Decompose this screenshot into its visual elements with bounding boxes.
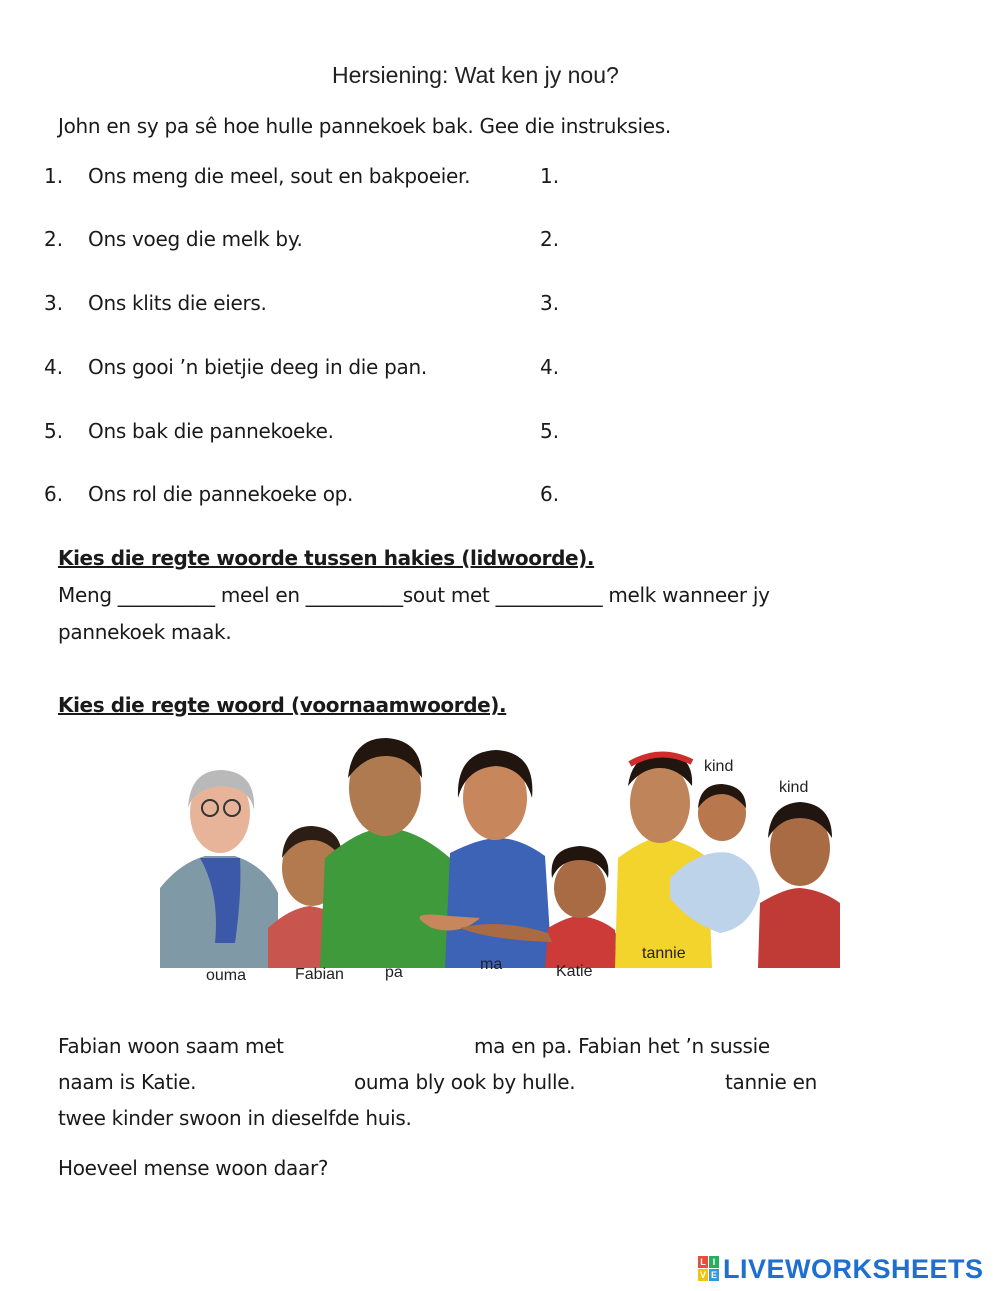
liveworksheets-logo: L I V E bbox=[699, 1257, 717, 1280]
step-number: 3. bbox=[44, 291, 64, 315]
step-number: 1. bbox=[44, 164, 64, 188]
answer-number: 1. bbox=[540, 164, 560, 188]
label-fabian: Fabian bbox=[295, 966, 344, 983]
family-illustration bbox=[160, 728, 840, 990]
articles-heading: Kies die regte woorde tussen hakies (lidwoorde). bbox=[58, 546, 595, 570]
answer-number: 5. bbox=[540, 419, 560, 443]
answer-number: 4. bbox=[540, 355, 560, 379]
step-number: 6. bbox=[44, 482, 64, 506]
label-kind-baby: kind bbox=[704, 758, 734, 775]
label-tannie: tannie bbox=[642, 945, 686, 962]
girl-figure bbox=[758, 802, 840, 968]
answer-number: 6. bbox=[540, 482, 560, 506]
paragraph-line3: twee kinder swoon in dieselfde huis. bbox=[58, 1106, 412, 1130]
articles-sentence-line1: Meng __________ meel en __________sout met ___________ melk wanneer jy bbox=[58, 583, 770, 607]
step-text: Ons meng die meel, sout en bakpoeier. bbox=[88, 164, 471, 188]
label-katie: Katie bbox=[556, 963, 593, 980]
pronouns-heading: Kies die regte woord (voornaamwoorde). bbox=[58, 693, 507, 717]
paragraph-line2-part1: naam is Katie. bbox=[58, 1070, 197, 1094]
step-number: 4. bbox=[44, 355, 64, 379]
step-text: Ons gooi ’n bietjie deeg in die pan. bbox=[88, 355, 427, 379]
step-number: 5. bbox=[44, 419, 64, 443]
pa-figure bbox=[320, 738, 455, 968]
intro-text: John en sy pa sê hoe hulle pannekoek bak. Gee die instruksies. bbox=[58, 114, 671, 138]
question-text: Hoeveel mense woon daar? bbox=[58, 1156, 329, 1180]
step-number: 2. bbox=[44, 227, 64, 251]
step-text: Ons voeg die melk by. bbox=[88, 227, 303, 251]
paragraph-line2-part2: ouma bly ook by hulle. bbox=[354, 1070, 576, 1094]
label-kind-girl: kind bbox=[779, 779, 809, 796]
answer-number: 2. bbox=[540, 227, 560, 251]
step-text: Ons bak die pannekoeke. bbox=[88, 419, 334, 443]
answer-number: 3. bbox=[540, 291, 560, 315]
step-text: Ons klits die eiers. bbox=[88, 291, 267, 315]
paragraph-line1-part2: ma en pa. Fabian het ’n sussie bbox=[474, 1034, 770, 1058]
label-ma: ma bbox=[480, 956, 503, 973]
page-title: Hersiening: Wat ken jy nou? bbox=[332, 62, 619, 88]
articles-sentence-line2: pannekoek maak. bbox=[58, 620, 232, 644]
liveworksheets-brand: LIVEWORKSHEETS bbox=[723, 1254, 984, 1284]
paragraph-line2-part3: tannie en bbox=[725, 1070, 817, 1094]
ouma-figure bbox=[160, 770, 278, 968]
label-ouma: ouma bbox=[206, 967, 247, 984]
paragraph-line1-part1: Fabian woon saam met bbox=[58, 1034, 284, 1058]
label-pa: pa bbox=[385, 964, 403, 981]
step-text: Ons rol die pannekoeke op. bbox=[88, 482, 354, 506]
